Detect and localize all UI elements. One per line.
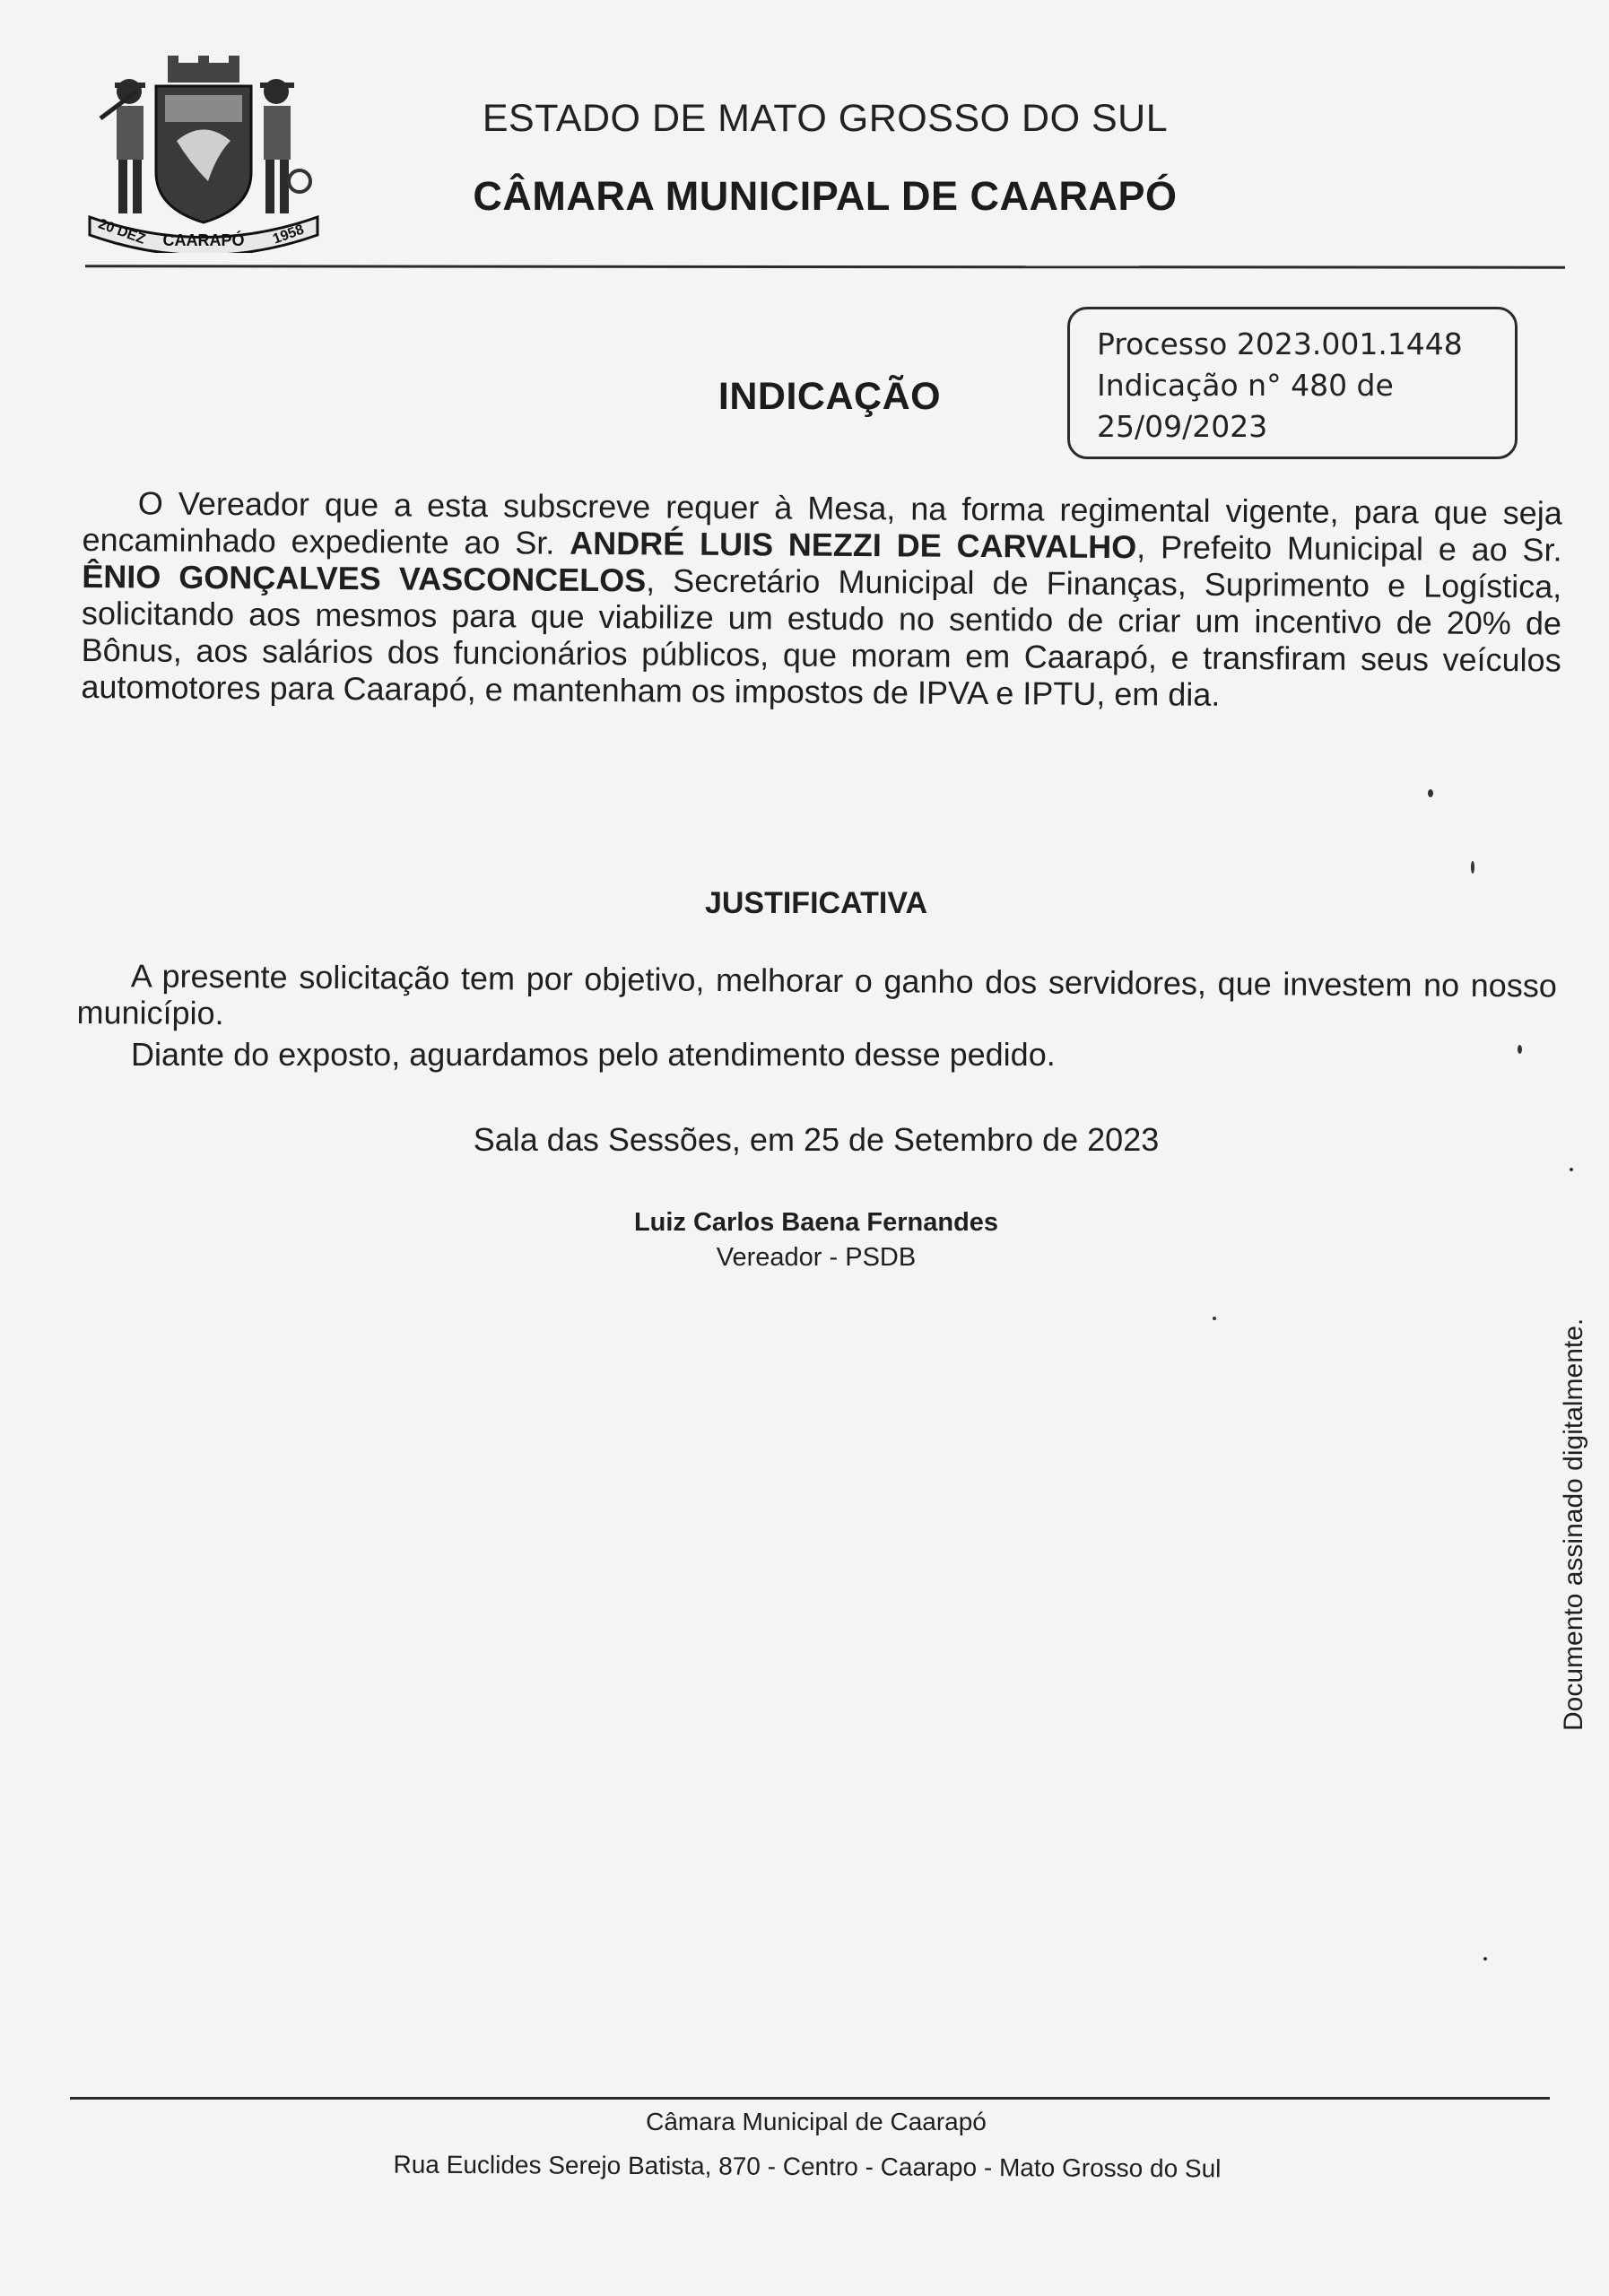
- secretary-name: ÊNIO GONÇALVES VASCONCELOS: [82, 557, 647, 599]
- indicacao-title: INDICAÇÃO: [718, 375, 942, 418]
- process-number: Processo 2023.001.1448: [1097, 326, 1463, 361]
- scan-speck: [1428, 789, 1433, 797]
- process-stamp-box: [1067, 307, 1518, 459]
- footer-address: Rua Euclides Serejo Batista, 870 - Centro - Caarapo - Mato Grosso do Sul: [393, 2150, 1222, 2183]
- header-state: ESTADO DE MATO GROSSO DO SUL: [482, 97, 1169, 140]
- justificativa-paragraph-1: A presente solicitação tem por objetivo, melhorar o ganho dos servidores, que investem no nosso município.: [76, 957, 1557, 1032]
- justificativa-title: JUSTIFICATIVA: [704, 886, 928, 920]
- indicacao-paragraph: [81, 484, 1562, 716]
- process-date: 25/09/2023: [1097, 409, 1268, 444]
- logo-ribbon-center: CAARAPÓ: [162, 231, 245, 249]
- signer-name: Luiz Carlos Baena Fernandes: [633, 1208, 999, 1237]
- signer-role: Vereador - PSDB: [716, 1243, 917, 1272]
- scan-speck: [1483, 1957, 1487, 1961]
- indicacao-text-mid: , Prefeito Municipal e ao Sr.: [1136, 528, 1562, 569]
- municipal-coat-of-arms-icon: [83, 56, 325, 253]
- logo-ribbon-left: 20 DEZ: [96, 216, 148, 248]
- scan-speck: [1213, 1317, 1216, 1320]
- header-chamber: CÂMARA MUNICIPAL DE CAARAPÓ: [473, 173, 1178, 219]
- indicacao-text-start: O Vereador que a esta subscreve requer à Mesa, na forma regimental vigente, para que seja encaminhado expediente ao Sr.: [82, 484, 1562, 561]
- justificativa-paragraph-2: Diante do exposto, aguardamos pelo atendimento desse pedido.: [131, 1036, 1056, 1073]
- header-divider: [85, 265, 1565, 268]
- indicacao-text-end: , Secretário Municipal de Finanças, Suprimento e Logística, solicitando aos mesmos para que viabilize um estudo no sentido de criar um incentivo de 20% de Bônus, aos salários dos funcionários públicos, que moram em Caarapó, e transfiram seus veículos automotores para Caarapó, e mantenham os impostos de IPVA e IPTU, em dia.: [81, 561, 1562, 713]
- footer-chamber-name: Câmara Municipal de Caarapó: [646, 2108, 987, 2135]
- scan-speck: [1518, 1045, 1522, 1054]
- indicacao-number: Indicação n° 480 de: [1097, 368, 1394, 403]
- footer-divider: [70, 2097, 1550, 2100]
- sessions-date-line: Sala das Sessões, em 25 de Setembro de 2023: [473, 1121, 1160, 1158]
- scan-speck: [1570, 1168, 1573, 1171]
- logo-ribbon-right: 1958: [271, 222, 307, 248]
- digital-signature-note: Documento assinado digitalmente.: [1559, 1318, 1588, 1731]
- mayor-name: ANDRÉ LUIS NEZZI DE CARVALHO: [570, 524, 1137, 566]
- scan-speck: [1471, 861, 1474, 874]
